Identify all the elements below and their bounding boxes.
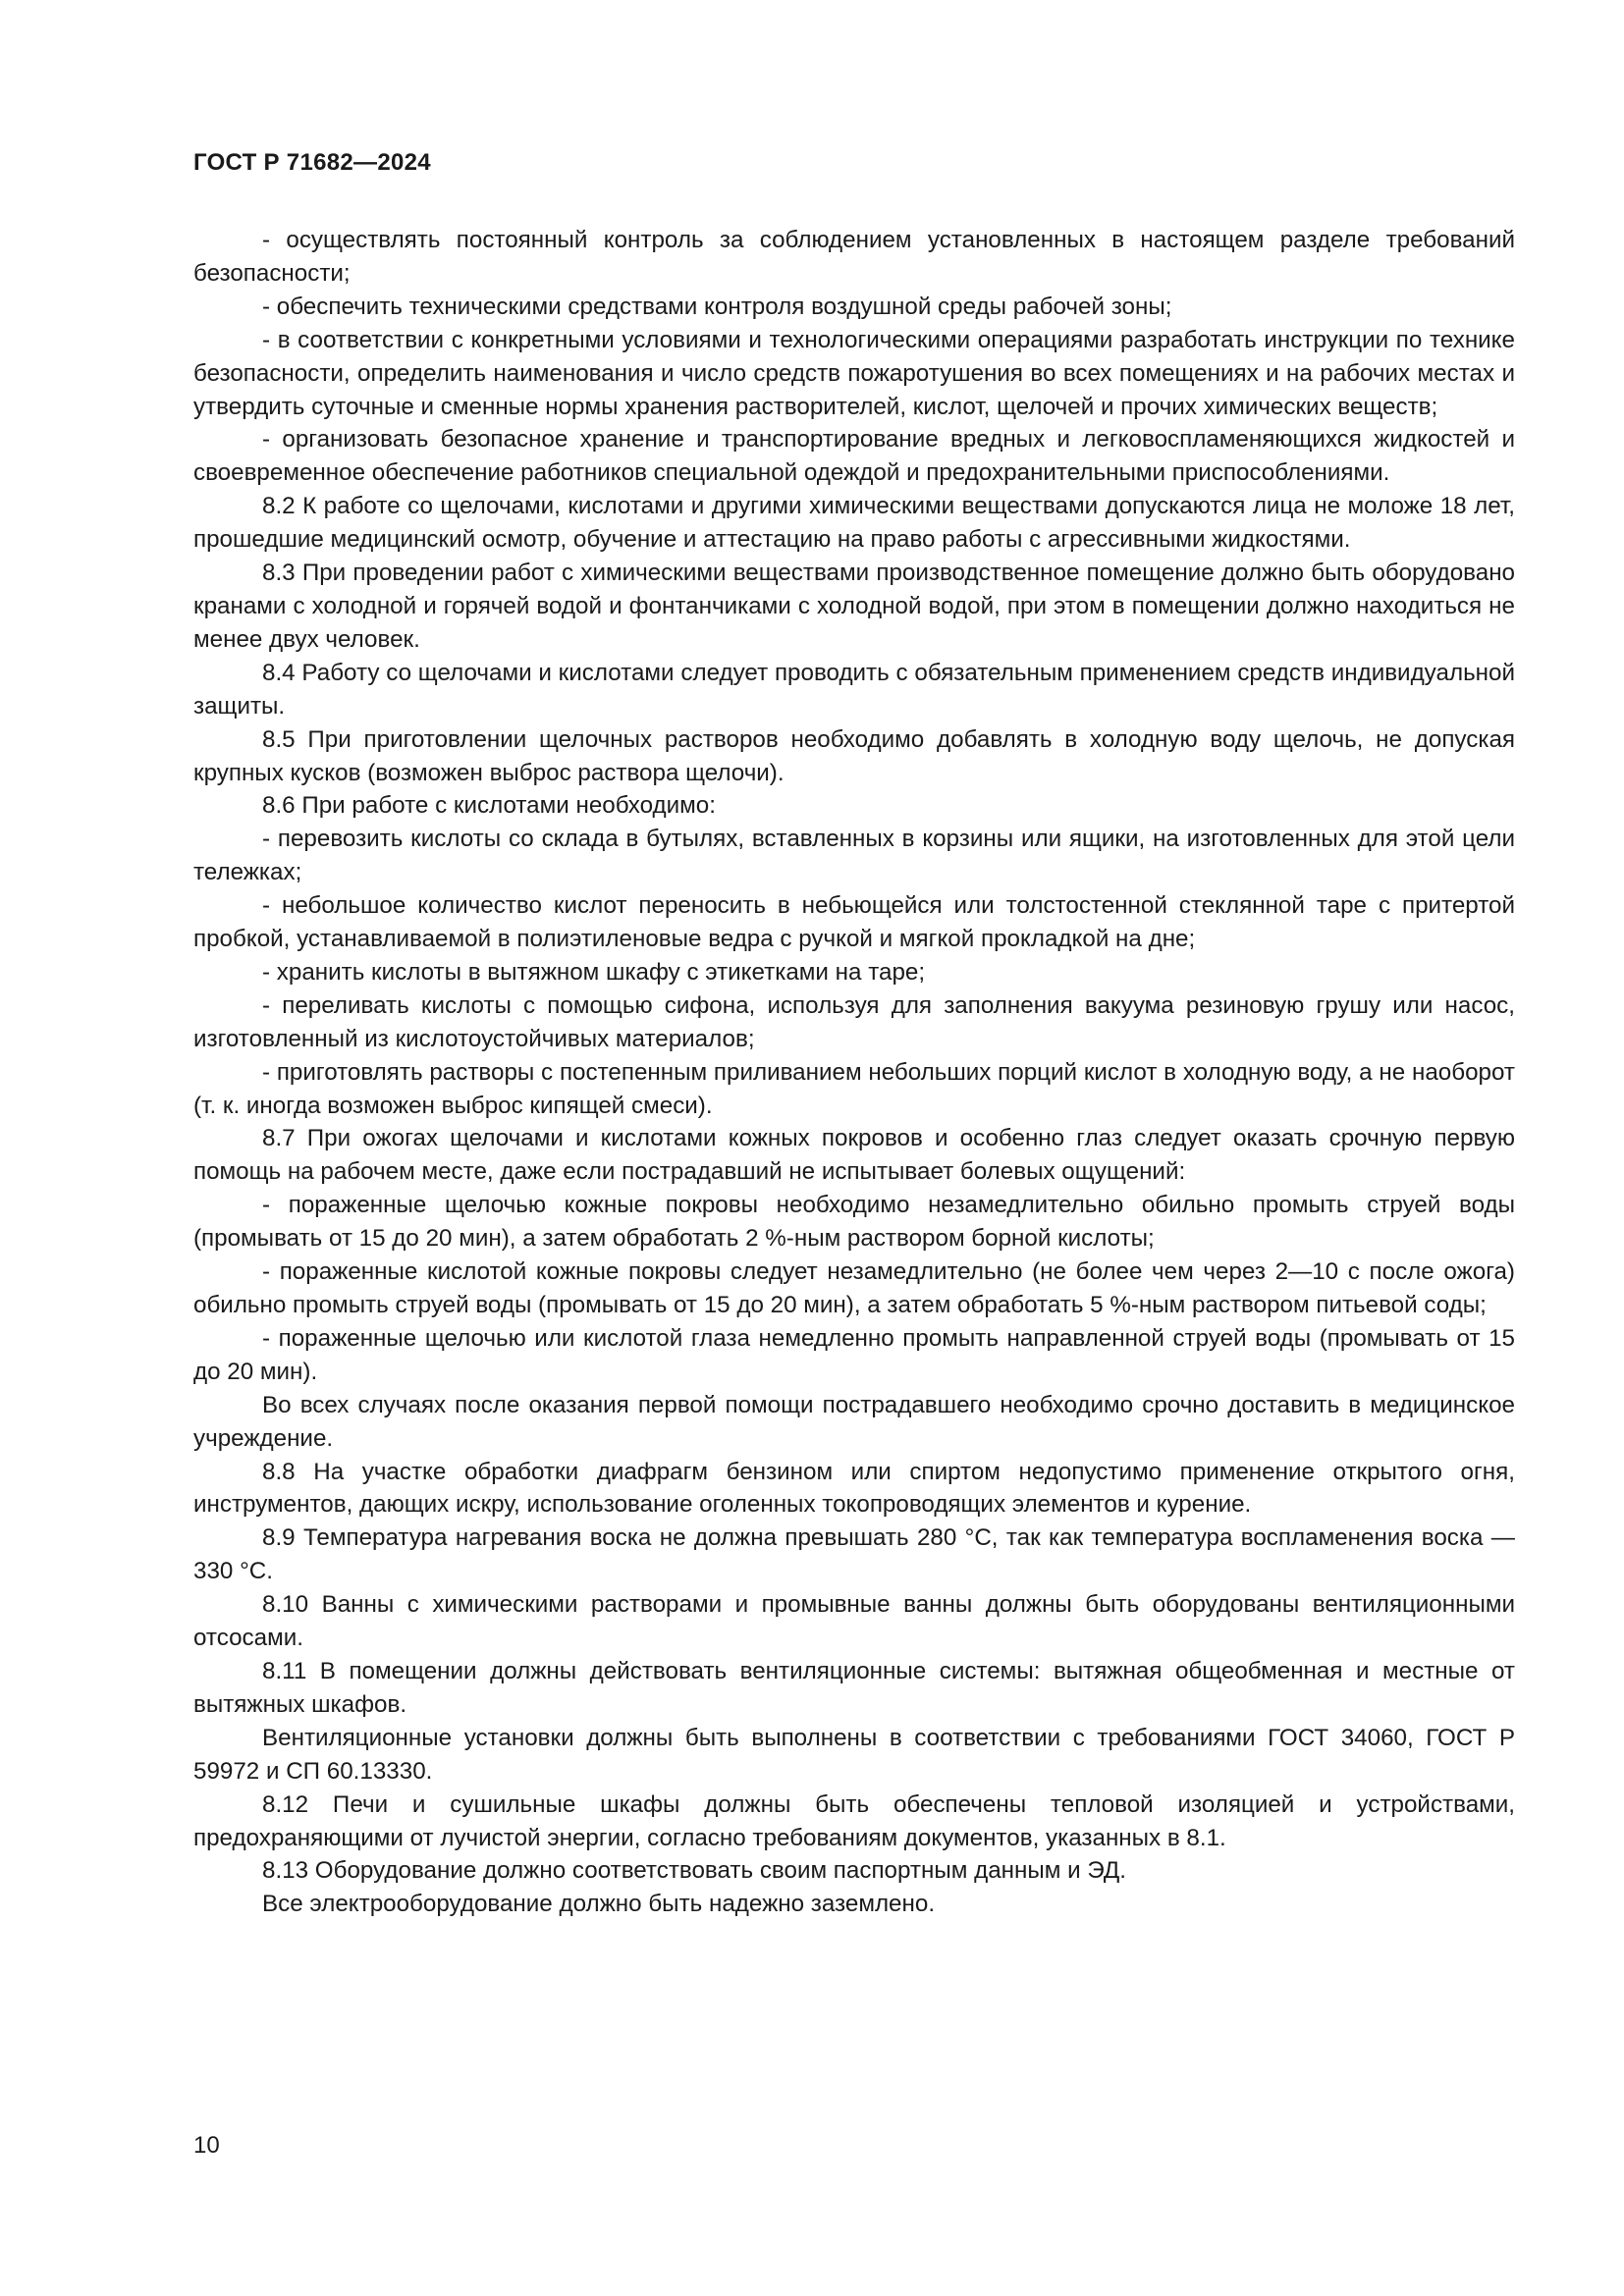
paragraph: Все электрооборудование должно быть надежно заземлено. <box>262 1891 936 1918</box>
paragraph: - обеспечить техническими средствами контроля воздушной среды рабочей зоны; <box>262 293 1172 320</box>
paragraph: 8.5 При приготовлении щелочных растворов необходимо добавлять в холодную воду щелочь, не допуская крупных кусков (возможен выброс раствора щелочи). <box>193 725 1515 786</box>
paragraph: 8.2 К работе со щелочами, кислотами и другими химическими веществами допускаются лица не моложе 18 лет, прошедшие медицинский осмотр, обучение и аттестацию на право работы с агрессивными жидкостями. <box>193 493 1515 554</box>
paragraph: 8.4 Работу со щелочами и кислотами следует проводить с обязательным применением средств индивидуальной защиты. <box>193 659 1515 720</box>
paragraph: 8.11 В помещении должны действовать вентиляционные системы: вытяжная общеобменная и местные от вытяжных шкафов. <box>193 1657 1515 1718</box>
document-body <box>193 224 1515 1921</box>
paragraph: - небольшое количество кислот переносить в небьющейся или толстостенной стеклянной таре с притертой пробкой, устанавливаемой в полиэтиленовые ведра с ручкой и мягкой прокладкой на дне; <box>193 892 1515 953</box>
paragraph: - перевозить кислоты со склада в бутылях, вставленных в корзины или ящики, на изготовленных для этой цели тележках; <box>193 826 1515 886</box>
paragraph: - переливать кислоты с помощью сифона, используя для заполнения вакуума резиновую грушу или насос, изготовленный из кислотоустойчивых материалов; <box>193 991 1515 1052</box>
paragraph: - приготовлять растворы с постепенным приливанием небольших порций кислот в холодную воду, а не наоборот (т. к. иногда возможен выброс кипящей смеси). <box>193 1058 1515 1119</box>
paragraph: - в соответствии с конкретными условиями и технологическими операциями разработать инструкции по технике безопасности, определить наименования и число средств пожаротушения во всех помещениях и на рабочих местах и утвердить суточные и сменные нормы хранения растворителей, кислот, щелочей и прочих химических веществ; <box>193 326 1515 420</box>
paragraph: - организовать безопасное хранение и транспортирование вредных и легковоспламеняющихся жидкостей и своевременное обеспечение работников специальной одеждой и предохранительными приспособлениями. <box>193 426 1515 487</box>
paragraph: 8.12 Печи и сушильные шкафы должны быть обеспечены тепловой изоляцией и устройствами, предохраняющими от лучистой энергии, согласно требованиям документов, указанных в 8.1. <box>193 1790 1515 1851</box>
paragraph: 8.7 При ожогах щелочами и кислотами кожных покровов и особенно глаз следует оказать срочную первую помощь на рабочем месте, даже если пострадавший не испытывает болевых ощущений: <box>193 1125 1515 1186</box>
paragraph: - хранить кислоты в вытяжном шкафу с этикетками на таре; <box>262 958 926 986</box>
paragraph: 8.13 Оборудование должно соответствовать своим паспортным данным и ЭД. <box>262 1857 1127 1885</box>
paragraph: 8.9 Температура нагревания воска не должна превышать 280 °С, так как температура воспламенения воска — 330 °С. <box>193 1524 1515 1585</box>
paragraph: Вентиляционные установки должны быть выполнены в соответствии с требованиями ГОСТ 34060, ГОСТ Р 59972 и СП 60.13330. <box>193 1724 1515 1785</box>
paragraph: 8.3 При проведении работ с химическими веществами производственное помещение должно быть оборудовано кранами с холодной и горячей водой и фонтанчиками с холодной водой, при этом в помещении должно находиться не менее двух человек. <box>193 560 1515 653</box>
paragraph: 8.6 При работе с кислотами необходимо: <box>262 792 716 820</box>
paragraph: - осуществлять постоянный контроль за соблюдением установленных в настоящем разделе требований безопасности; <box>193 227 1515 287</box>
paragraph: - пораженные кислотой кожные покровы следует незамедлительно (не более чем через 2—10 с после ожога) обильно промыть струей воды (промывать от 15 до 20 мин), а затем обработать 5 %-ным раствором питьевой соды; <box>193 1258 1515 1318</box>
document-header: ГОСТ Р 71682—2024 <box>193 149 431 176</box>
paragraph: 8.8 На участке обработки диафрагм бензином или спиртом недопустимо применение открытого огня, инструментов, дающих искру, использование оголенных токопроводящих элементов и курение. <box>193 1458 1515 1519</box>
paragraph: - пораженные щелочью кожные покровы необходимо незамедлительно обильно промыть струей воды (промывать от 15 до 20 мин), а затем обработать 2 %-ным раствором борной кислоты; <box>193 1192 1515 1253</box>
paragraph: - пораженные щелочью или кислотой глаза немедленно промыть направленной струей воды (промывать от 15 до 20 мин). <box>193 1324 1515 1385</box>
paragraph: 8.10 Ванны с химическими растворами и промывные ванны должны быть оборудованы вентиляционными отсосами. <box>193 1591 1515 1652</box>
page-number: 10 <box>193 2132 220 2159</box>
paragraph: Во всех случаях после оказания первой помощи пострадавшего необходимо срочно доставить в медицинское учреждение. <box>193 1391 1515 1452</box>
